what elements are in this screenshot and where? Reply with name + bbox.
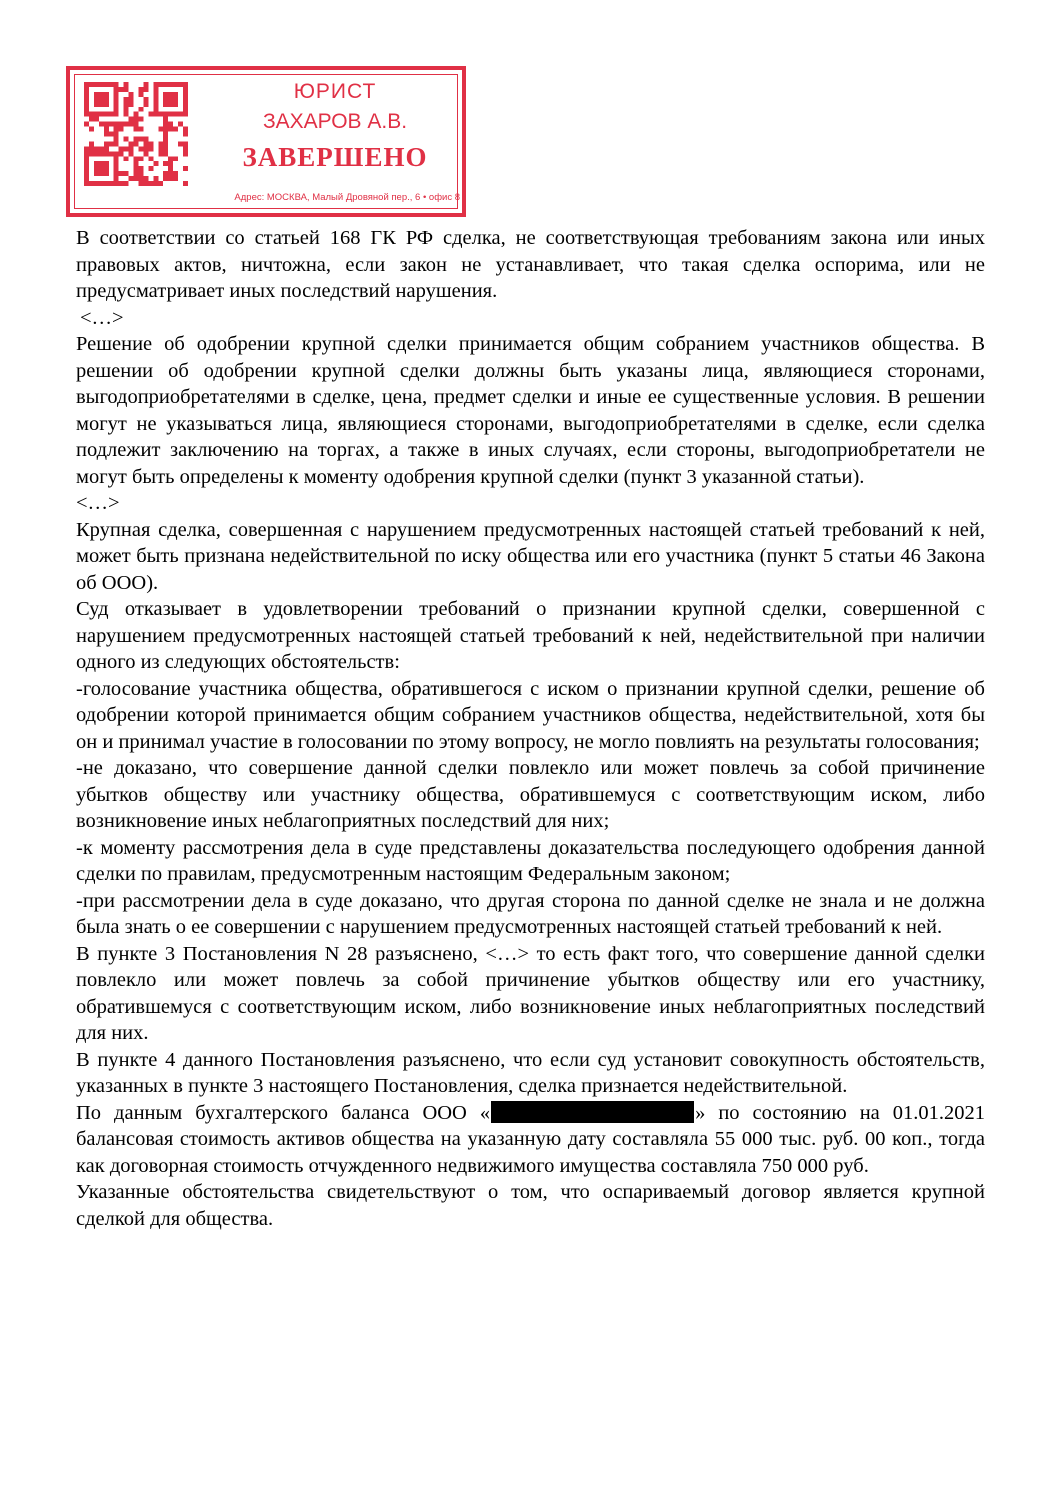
stamp-status: ЗАВЕРШЕНО: [242, 142, 428, 172]
ellipsis: <…>: [80, 306, 124, 329]
list-item: -к моменту рассмотрения дела в суде представлены доказательства последующего одобрения данной сделки по правилам, предусмотренным настоящим Федеральным законом;: [76, 836, 985, 885]
list-item: -голосование участника общества, обратившегося с иском о признании крупной сделки, решение об одобрении которой принимается общим собранием участников общества, недействительной, хотя бы он и принимал участие в голосовании по этому вопросу, не могло повлиять на результаты голосования;: [76, 677, 985, 753]
paragraph: Суд отказывает в удовлетворении требований о признании крупной сделки, совершенной с нарушением предусмотренных настоящей статьей требований к ней, недействительной при наличии одного из следующих обстоятельств:: [76, 598, 985, 673]
balance-text-start: По данным бухгалтерского баланса ООО «: [76, 1101, 491, 1124]
paragraph: В соответствии со статьей 168 ГК РФ сделка, не соответствующая требованиям закона или иных правовых актов, ничтожна, если закон не устанавливает, что такая сделка оспорима, или не предусматривает иных последствий нарушения.: [76, 227, 985, 302]
paragraph: Крупная сделка, совершенная с нарушением предусмотренных настоящей статьей требований к ней, может быть признана недействительной по иску общества или его участника (пункт 5 статьи 46 Закона об ООО).: [76, 518, 985, 594]
document-body: [76, 225, 985, 1232]
paragraph: В пункте 3 Постановления N 28 разъяснено, <…> то есть факт того, что совершение данной сделки повлекло или может повлечь за собой причинение убытков обществу или его участнику, обратившемуся с соответствующим иском, либо возникновение иных неблагоприятных последствий для них.: [76, 942, 985, 1044]
qr-code-icon: [84, 82, 188, 186]
paragraph: В пункте 4 данного Постановления разъяснено, что если суд установит совокупность обстоятельств, указанных в пункте 3 настоящего Постановления, сделка признается недействительной.: [76, 1048, 985, 1097]
paragraph: Указанные обстоятельства свидетельствуют о том, что оспариваемый договор является крупной сделкой для общества.: [76, 1181, 985, 1230]
list-item: -при рассмотрении дела в суде доказано, что другая сторона по данной сделке не знала и не должна была знать о ее совершении с нарушением предусмотренных настоящей статьей требований к ней.: [76, 889, 985, 938]
stamp-address: Адрес: МОСКВА, Малый Дровяной пер., 6 • офис 8: [234, 192, 460, 203]
stamp: [66, 66, 466, 217]
list-item: -не доказано, что совершение данной сделки повлекло или может повлечь за собой причинение убытков обществу или участнику общества, обратившемуся с соответствующим иском, либо возникновение иных неблагоприятных последствий для них;: [76, 757, 985, 832]
stamp-title: ЮРИСТ: [293, 80, 377, 103]
redacted-company-name: [491, 1101, 694, 1123]
ellipsis: <…>: [76, 492, 120, 514]
paragraph: Решение об одобрении крупной сделки принимается общим собранием участников общества. В решении об одобрении крупной сделки должны быть указаны лица, являющиеся сторонами, выгодоприобретателями в сделке, цена, предмет сделки и иные ее существенные условия. В решении могут не указываться лица, являющиеся сторонами, выгодоприобретателями в сделке, если сделка подлежит заключению на торгах, а также в иных случаях, если стороны, выгодоприобретатели не могут быть определены к моменту одобрения крупной сделки (пункт 3 указанной статьи).: [76, 333, 985, 488]
paragraph-balance: [76, 1100, 985, 1180]
balance-text-end: » по состоянию на 01.01.2021 балансовая стоимость активов общества на указанную дату составляла 55 000 тыс. руб. 00 коп., тогда как договорная стоимость отчужденного недвижимого имущества составляла 750 000 руб.: [76, 1101, 985, 1177]
stamp-name: ЗАХАРОВ А.В.: [262, 110, 408, 133]
